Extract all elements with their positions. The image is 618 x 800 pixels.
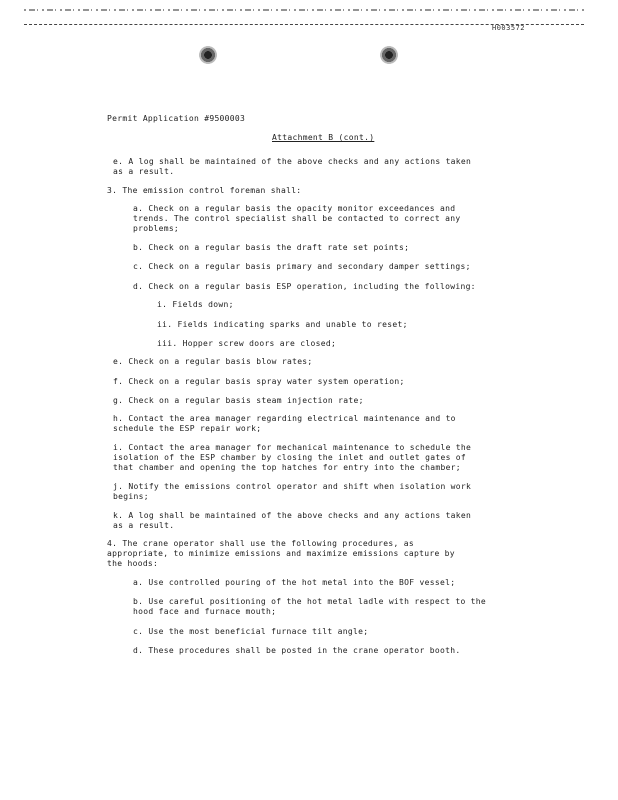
document-line: schedule the ESP repair work;: [113, 424, 262, 433]
fax-header-strip: [24, 6, 584, 16]
document-line: appropriate, to minimize emissions and maximize emissions capture by: [107, 549, 455, 558]
document-line: k. A log shall be maintained of the above checks and any actions taken: [113, 511, 472, 520]
document-line: problems;: [133, 224, 180, 233]
document-line: as a result.: [113, 521, 175, 530]
document-line: i. Fields down;: [157, 300, 234, 309]
document-line: that chamber and opening the top hatches for entry into the chamber;: [113, 463, 461, 472]
document-line: d. Check on a regular basis ESP operation, including the following:: [133, 282, 476, 291]
document-line: hood face and furnace mouth;: [133, 607, 277, 616]
document-line: iii. Hopper screw doors are closed;: [157, 339, 337, 348]
document-line: ii. Fields indicating sparks and unable to reset;: [157, 320, 408, 329]
document-line: a. Use controlled pouring of the hot metal into the BOF vessel;: [133, 578, 456, 587]
document-line: e. A log shall be maintained of the above checks and any actions taken: [113, 157, 472, 166]
document-line: trends. The control specialist shall be contacted to correct any: [133, 214, 461, 223]
bates-number: H003572: [492, 24, 526, 32]
document-line: the hoods:: [107, 559, 159, 568]
document-line: g. Check on a regular basis steam injection rate;: [113, 396, 364, 405]
document-line: a. Check on a regular basis the opacity monitor exceedances and: [133, 204, 456, 213]
section-title: Attachment B (cont.): [272, 133, 375, 142]
document-line: i. Contact the area manager for mechanical maintenance to schedule the: [113, 443, 472, 452]
document-line: h. Contact the area manager regarding electrical maintenance and to: [113, 414, 456, 423]
document-line: isolation of the ESP chamber by closing the inlet and outlet gates of: [113, 453, 467, 462]
punch-hole-right-icon: [380, 46, 398, 64]
punch-hole-left-icon: [199, 46, 217, 64]
document-line: d. These procedures shall be posted in the crane operator booth.: [133, 646, 461, 655]
document-line: 4. The crane operator shall use the following procedures, as: [107, 539, 414, 548]
document-line: b. Check on a regular basis the draft rate set points;: [133, 243, 410, 252]
document-line: as a result.: [113, 167, 175, 176]
permit-application-line: Permit Application #9500003: [107, 114, 246, 123]
document-line: b. Use careful positioning of the hot metal ladle with respect to the: [133, 597, 487, 606]
document-line: j. Notify the emissions control operator and shift when isolation work: [113, 482, 472, 491]
document-line: begins;: [113, 492, 149, 501]
document-line: c. Check on a regular basis primary and secondary damper settings;: [133, 262, 471, 271]
document-line: 3. The emission control foreman shall:: [107, 186, 302, 195]
document-line: e. Check on a regular basis blow rates;: [113, 357, 313, 366]
document-line: c. Use the most beneficial furnace tilt angle;: [133, 627, 369, 636]
document-line: f. Check on a regular basis spray water system operation;: [113, 377, 405, 386]
